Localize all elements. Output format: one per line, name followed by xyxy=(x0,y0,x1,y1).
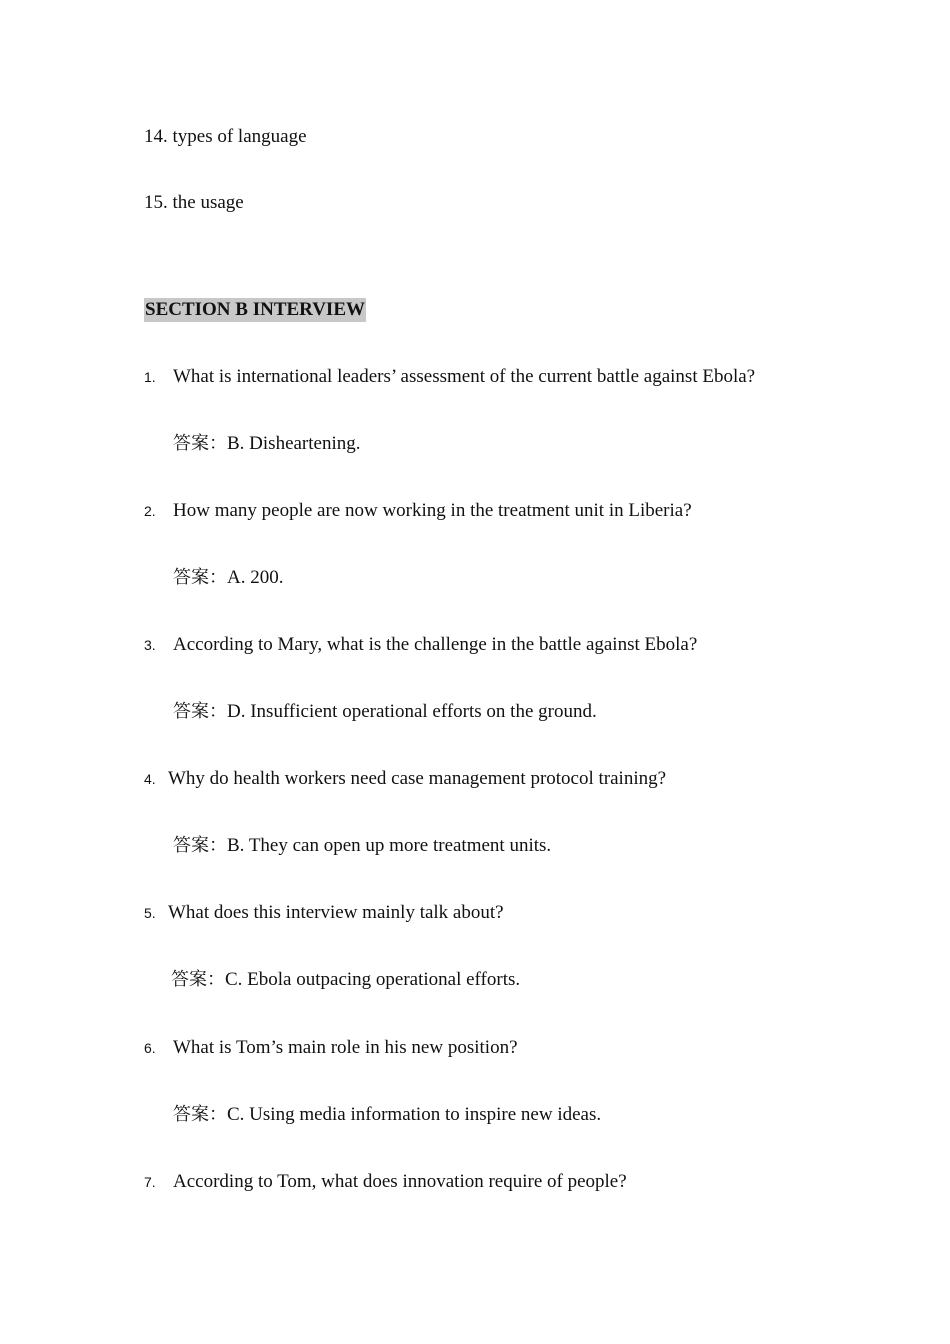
question-4 xyxy=(144,767,667,792)
question-text: According to Mary, what is the challenge in the battle against Ebola? xyxy=(173,634,698,655)
question-number: 5. xyxy=(144,905,156,921)
answer-text: D. Insufficient operational efforts on the ground. xyxy=(227,701,597,722)
section-heading: SECTION B INTERVIEW xyxy=(145,299,366,320)
answer-4 xyxy=(173,834,551,858)
answer-label: 答案： xyxy=(173,835,227,856)
answer-3 xyxy=(173,700,597,724)
answer-5 xyxy=(171,968,520,992)
answer-6 xyxy=(173,1103,601,1127)
answer-label: 答案： xyxy=(173,567,227,588)
answer-label: 答案： xyxy=(173,1104,227,1125)
question-number: 3. xyxy=(144,637,156,653)
question-text: What does this interview mainly talk about? xyxy=(168,902,504,923)
question-5 xyxy=(144,901,504,926)
question-7 xyxy=(144,1170,627,1195)
question-1 xyxy=(144,365,756,390)
list-line-15: 15. the usage xyxy=(144,192,244,213)
question-6 xyxy=(144,1036,518,1061)
question-text: What is Tom’s main role in his new position? xyxy=(173,1037,518,1058)
question-number: 1. xyxy=(144,369,156,385)
answer-1 xyxy=(173,432,361,456)
question-text: According to Tom, what does innovation require of people? xyxy=(173,1171,627,1192)
question-2 xyxy=(144,499,692,524)
question-number: 4. xyxy=(144,771,156,787)
answer-label: 答案： xyxy=(173,433,227,454)
answer-text: B. They can open up more treatment units. xyxy=(227,835,552,856)
question-3 xyxy=(144,633,698,658)
question-number: 6. xyxy=(144,1040,156,1056)
question-text: Why do health workers need case management protocol training? xyxy=(168,768,667,789)
question-text: What is international leaders’ assessment of the current battle against Ebola? xyxy=(173,366,756,387)
answer-label: 答案： xyxy=(173,701,227,722)
answer-2 xyxy=(173,566,283,590)
answer-text: C. Ebola outpacing operational efforts. xyxy=(225,969,521,990)
answer-label: 答案： xyxy=(171,969,225,990)
answer-text: C. Using media information to inspire new ideas. xyxy=(227,1104,602,1125)
answer-text: B. Disheartening. xyxy=(227,433,361,454)
answer-text: A. 200. xyxy=(227,567,284,588)
question-text: How many people are now working in the treatment unit in Liberia? xyxy=(173,500,692,521)
list-line-14: 14. types of language xyxy=(144,126,307,147)
question-number: 7. xyxy=(144,1174,156,1190)
question-number: 2. xyxy=(144,503,156,519)
